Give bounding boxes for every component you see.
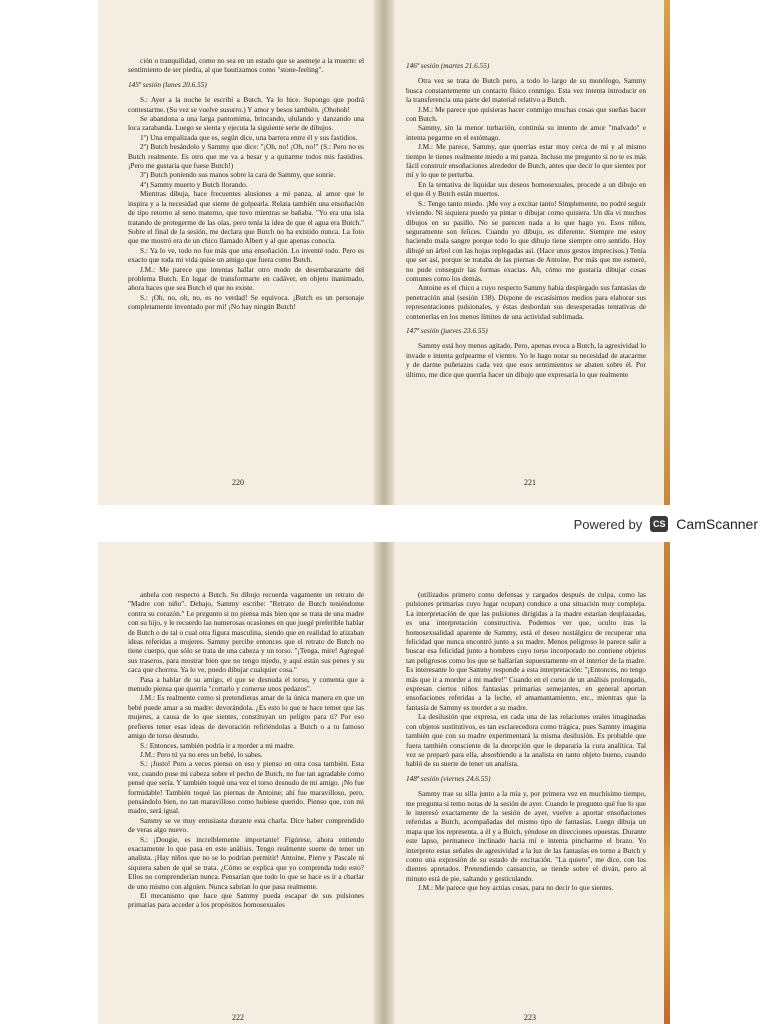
page-223 [390, 542, 670, 1024]
watermark-brand: CamScanner [676, 516, 758, 532]
paragraph: S.: Ayer a la noche le escribí a Butch. Ya lo hice. Supongo que podrá contestarme. (Su vez se vuelve susurro.) Y amor y besos también. ¡Ohohoh! [128, 95, 364, 114]
paragraph: ción o tranquilidad, como no sea en un estado que se asemeje a la muerte: el sentimiento de ser piedra, al que bautizamos como "stone-feeling". [128, 56, 364, 75]
paragraph: Sammy está hoy menos agitado. Pero, apenas evoca a Butch, la agresividad lo invade e intenta golpearme el vientre. Yo le hago notar su necesidad de atacarme y de darme puñetazos cada vez que esos sentimientos se abaten sobre él. Por último, me dice que querría hacer un dibujo que expresaría lo que realmente [406, 341, 646, 379]
session-heading: 146ª sesión (martes 21.6.55) [406, 61, 490, 70]
scan-spread-top [98, 0, 670, 505]
paragraph: S.: ¡Dougie, es increíblemente importante! Figúrese, ahora entiendo exactamente lo que pasa en este análisis. Tengo realmente suerte de tener un analista. ¡Hay niños que no se lo podrían permitir! Antoine, Pierre y Pascale ni siquiera saben de qué se trata. ¿Cómo se explica que yo comprenda todo esto? Ellos no comprenderían nunca. Pensarían que todo lo que se hace es ir a charlar de uno mismo con alguien. Nunca sabrían lo que pasa realmente. [128, 834, 364, 891]
paragraph: Se abandona a una larga pantomima, brincando, ululando y danzando una loca zarabanda. Luego se sienta y ejecuta la siguiente serie de dibujos. [128, 114, 364, 133]
color-edge-strip [664, 542, 670, 1024]
paragraph: Sammy trae su silla junto a la mía y, por primera vez en muchísimo tiempo, me pregunta si temo notas de la sesión de ayer. Cuando le pregunto qué fue lo que le interesó exactamente de la sesión de ayer, vuelve a aportar ensoñaciones referidas a Butch, acompañadas del mismo tipo de fantasías. Luego dibuja un mapa que los representa, a él y a Butch, yéndose en direcciones opuestas. Durante este lapso, permanece inclinado hacia mí e intenta pincharme el brazo. Yo interpreto estas señales de agresividad a la luz de las fantasías en torno a Butch y como una expresión de su estado de excitación. "La quiero", me dice, con los dientes apretados. Pretendiendo cansancio, se tiende sobre el diván, pero al minuto está de pie, saltando y gesticulando. [406, 789, 646, 883]
page-text [406, 590, 646, 893]
paragraph: J.M.: Me parece que hoy actúas cosas, para no decir lo que sientes. [418, 883, 614, 893]
camscanner-logo-icon: CS [650, 516, 668, 532]
paragraph: Sammy se ve muy entusiasta durante esta charla. Dice haber comprendido de veras algo nuevo. [128, 815, 364, 835]
page-222 [98, 542, 378, 1024]
session-heading: 147ª sesión (jueves 23.6.55) [406, 325, 488, 335]
scan-spread-bottom [98, 542, 670, 1024]
paragraph: J.M.: Me parece, Sammy, que querrías estar muy cerca de mí y al mismo tiempo le tienes realmente miedo a mi panza. Incluso me pregunto si no te es más fácil construir ensoñaciones alrededor de Butch, antes que decir lo que sientes por mí y lo que te perturba. [406, 142, 646, 180]
page-text [128, 56, 364, 312]
page-220 [98, 0, 378, 505]
paragraph: Otra vez se trata de Butch pero, a todo lo largo de su monólogo, Sammy busca constantemente un contacto físico conmigo. Esta vez intenta introducir en la transferencia una parte del material relativo a Butch. [406, 76, 646, 105]
paragraph: En la tentativa de liquidar sus deseos homosexuales, procede a un dibujo en el que él y Butch están muertos. [406, 179, 646, 199]
page-text [128, 590, 364, 910]
page-number: 221 [524, 478, 536, 487]
paragraph: El mecanismo que hace que Sammy pueda escapar de sus pulsiones primarias para acceder a los propósitos homosexuales [128, 891, 364, 910]
paragraph: S.: ¡Oh, no, oh, no, es no verdad! Se equivoca. ¡Butch es un personaje completamente inventado por mí! ¡No hay ningún Butch! [128, 292, 364, 312]
paragraph: S.: Tengo tanto miedo. ¡Me voy a excitar tanto! Simplemente, no podré seguir viviendo. Ni siquiera puedo ya pintar o dibujar como quisiera. Un día vi muchos dibujos en su pasillo. No se parecen nada a lo que hago yo. Esos niños, seguramente son felices. Cuando yo dibujo, es diferente. Siempre me estoy haciendo mala sangre porque todo lo que dibujo tiene siempre otro sentido. Hoy dibujé un árbol con las hojas replegadas así. (Hace unos gestos imprecisos.) Tenía que ser así, porque se trataba de las piernas de Antoine. Por más que me esmeré, no pude conseguir las formas exactas. Ah, cómo me gustaría dibujar cosas comunes como los demás. [406, 198, 646, 283]
page-number: 220 [232, 478, 244, 487]
paragraph: J.M.: Me parece que quisieras hacer conmigo muchas cosas que sueñas hacer con Butch. [406, 104, 646, 124]
page-number: 223 [524, 1013, 536, 1022]
paragraph: Antoine es el chico a cuyo respecto Sammy había desplegado sus fantasías de penetración anal (sesión 138). Dispone de escasísimos medios para elaborar sus representaciones pulsionales, y éstas desbordan sus desesperadas tentativas de contenerlas en los menos límites de una actividad sublimada. [406, 283, 646, 321]
paragraph: S.: Ya lo ve, todo no fue más que una ensoñación. Lo inventé todo. Pero es exacto que toda mi vida quise un amigo que fuera como Butch. [128, 245, 364, 265]
paragraph: La desilusión que expresa, en cada una de las relaciones orales imaginadas con objetos sustitutivos, es tan esclarecedora como trágica, pues Sammy imagina también que con su madre experimentará la misma desilusión. Es probable que fuera también consciente de la decepción que le depararía la cura analítica. Tal vez se preparó para ella, absorbiendo a la analista en tanto objeto bueno, cuando habló de su suerte de tener un analista. [406, 712, 646, 769]
paragraph: Sammy, sin la menor turbación, continúa su intento de amor "malvado" e intenta pegarme en el estómago. [406, 123, 646, 142]
camscanner-watermark [574, 510, 758, 538]
paragraph: J.M.: Pero tú ya no eres un bebé, lo sabes. [140, 749, 263, 759]
color-edge-strip [664, 0, 670, 505]
page-number: 222 [232, 1013, 244, 1022]
paragraph: anhela con respecto a Butch. Su dibujo recuerda vagamente un retrato de "Madre con niño". Debajo, Sammy escribe: "Retrato de Butch teniéndome contra su corazón." Le pregunto si no piensa más bien que se trata de una madre con su hijo, y le recuerdo las numerosas ocasiones en que juegé preferible hablar de Butch o de tal o cual otra figura masculina, siendo que en realidad lo atizaban ideas referidas a mujeres. Sammy percibe entonces que el retrato de Butch no tiene cuerpo, que sólo se trata de una cabeza y un torso. "¡Tenga, mire! Agregué sus traseros, para mostrar bien que no tengo miedo, y aquí están sus penes y su caca que chorrea. Ya lo ve, puedo dibujar cualquier cosa." [128, 590, 364, 675]
paragraph: S.: ¡Justo! Pero a veces pienso en eso y pienso en otra cosa también. Esta vez, cuando puse mi cabeza sobre el pecho de Butch, no fue tan agradable como pensé que sería. Y también toqué una vez el torso desnudo de mi amigo. ¡No fue formidable! También toqué las piernas de Antoine; ahí fue maravilloso, pero, pensándolo bien, no tan maravilloso como hubiese querido. Pienso que, con mi madre, será igual. [128, 759, 364, 816]
paragraph: Pasa a hablar de su amigo, el que se desnuda el torso, y comenta que a menudo piensa que querría "cortarlo y comerse unos pedazos". [128, 674, 364, 694]
session-heading: 145ª sesión (lunes 20.6.55) [128, 79, 207, 89]
paragraph: S.: Entonces, también podría ir a morder a mi madre. [140, 740, 295, 750]
paragraph: Mientras dibuja, hace frecuentes alusiones a mi panza, al amor que le inspira y a la necesidad que siente de golpearla. Relata también una ensoñación de tipo retorno al seno materno, que tuvo mientras se bañaba. "Yo era una isla tratando de protegerme de las olas, pero tenía la idea de que el agua era Butch." Sobre el final de la sesión, me declara que Butch no ha existido nunca. La foto que me mostró era de un chico llamado Albert y al que apenas conocía. [128, 189, 364, 246]
paragraph: J.M.: Me parece que intentas hallar otro modo de desembarazarte del problema Butch. En lugar de transformarte en cadáver, en objeto inanimado, ahora haces que sea Butch el que no existe. [128, 264, 364, 293]
page-text [406, 56, 646, 379]
page-221 [390, 0, 670, 505]
paragraph: J.M.: Es realmente como si pretendieras amar de la única manera en que un bebé puede amar a su madre: devorándola. ¿Es esto lo que te hace temer que las mujeres, a causa de lo que sientes, constituyan un peligro para ti? Por eso prefieres tener esas ideas de devoración refiriéndolas a Butch o a tu famoso amigo de torso desnudo. [128, 693, 364, 741]
paragraph: 1º) Una empalizada que es, según dice, una barrera entre él y sus fastidios. [140, 132, 358, 142]
paragraph: (utilizados primero como defensas y cargados después de culpa, como las pulsiones primarias cuyo lugar ocupan) conduce a una situación muy compleja. La interpretación de que las pulsiones dirigidas a la madre estarían desplazadas, es una interpretación constructiva. Podemos ver que, oculto tras la homosexualidad aparente de Sammy, está el deseo nostálgico de recuperar una felicidad que nunca encontró junto a su madre. Menos peligroso le parece salir a buscar esa felicidad junto a hombres cuyo torso incorporado no contiene objetos tan peligrosos como los que se hallarían supuestamente en el interior de la madre. Es interesante lo que Sammy responde a esta interpretación: "¡Entonces, no tengo más que ir a morder a mi madre!" Cuando en el curso de un análisis prolongado, expresan ciertos niños fantasías primarias semejantes, en general aportan ensoñaciones referidas a la leche, el amamantamiento, etc., mientras que la fantasía de Sammy es morder a su madre. [406, 590, 646, 712]
session-heading: 148ª sesión (viernes 24.6.55) [406, 773, 491, 783]
paragraph: 3º) Butch poniendo sus manos sobre la cara de Sammy, que sonríe. [140, 170, 336, 180]
paragraph: 2º) Butch besándolo y Sammy que dice: "¡Oh, no! ¡Oh, no!" (S.: Pero no es Butch realmente. Es otro que me va a besar y a quitarme todos mis fastidios. ¡Pero me gustaría que fuese Butch!) [128, 142, 364, 171]
watermark-prefix: Powered by [573, 516, 643, 532]
paragraph: 4º) Sammy muerto y Butch llorando. [140, 179, 248, 189]
